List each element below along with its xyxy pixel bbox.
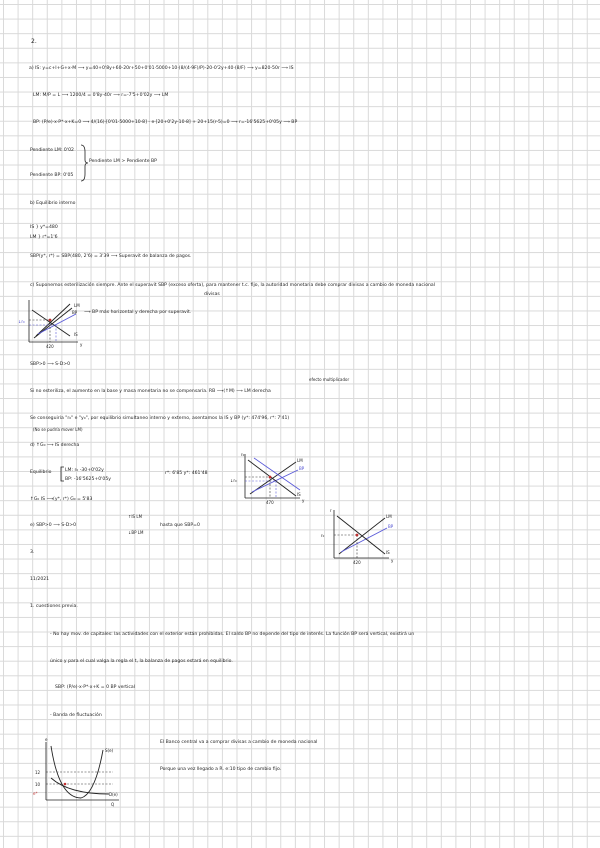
brace-icon [80, 144, 88, 182]
questions-title: 1. cuestiones previa. [30, 604, 78, 609]
eq-bp: BP: -16'5625+0'05y [65, 477, 111, 482]
central-bank-text: El Banco central va a comprar divisas a cambio de moneda nacional [160, 740, 318, 745]
svg-text:BP: BP [299, 466, 305, 471]
section-c-text-b: divisas [204, 292, 220, 297]
svg-text:BP: BP [72, 310, 78, 315]
svg-text:420: 420 [46, 344, 54, 349]
svg-text:e*: e* [33, 791, 38, 796]
svg-text:r₀: r₀ [321, 533, 325, 538]
question-1a: - No hay mov. de capitales: las actividades con el exterior están prohibidas. El saldo BP no depende del tipo de interés. La función BP será vertical, existirá un [50, 632, 415, 637]
bp-equation: BP: (P/e)·x·P*·x+K=0 ⟶ 4/(16)·[0'01·5000+10·8] - e·[20+0'2y-10·8] + 20+15(r-5)=0 ⟶ r=-16'5625+0'05y ⟶ BP [33, 120, 298, 125]
question-1b: único y para el cual valga la regla el t, la balanza de pagos estará en equilibrio. [50, 659, 233, 664]
bp-shifted-curve [38, 314, 76, 334]
question-2: - Banda de fluctuación [50, 713, 102, 718]
g0-line: ↑G₀ IS ⟶(y*, r*) G₀ = 5'83 [30, 497, 93, 502]
sbp-positive: SBP>0 ⟶ S-D>0 [30, 362, 70, 367]
eq-values: r*: 6'85 y*: 461'48 [165, 471, 208, 476]
svg-text:y: y [80, 342, 83, 347]
svg-text:↓r₀: ↓r₀ [18, 319, 25, 324]
svg-text:Q: Q [111, 802, 115, 807]
svg-text:y: y [391, 558, 394, 563]
fixed-rate-text: Porque una vez llegado a R. e:10 tipo de cambio fijo. [160, 767, 282, 772]
svg-text:S(e): S(e) [105, 748, 114, 753]
section-c-text: c) Suponemos esterilización siempre. Ante el superavit SBP (exceso oferta), para mantener t.c. fijo, la autoridad monetaria debe comprar divisas a cambio de moneda nacional [30, 283, 436, 288]
svg-text:↓r₀: ↓r₀ [230, 478, 237, 483]
is-equation: a) IS: y=c+I+G+x-M ⟶ y=40+0'8y+60-20r+50+0'01·5000+10·(8/(4·9F)/P)-20-0'2y+40·(8/F) ⟶ y=820-50r ⟶ IS [29, 66, 294, 71]
graph-2 [226, 448, 310, 514]
section-e-until: hasta que SBP=0 [160, 523, 200, 528]
sbp-value: SBP(y*, r*) = SBP(480, 2'6) = 3'39 ⟶ Superavit de balanza de pagos. [30, 254, 192, 259]
svg-text:420: 420 [353, 560, 361, 565]
lm-note: (No se pudría mover LM) [33, 427, 83, 432]
date-label: 11/2021 [30, 577, 50, 582]
lm-rstar: LM } r*=1'6 [30, 235, 58, 240]
svg-text:LM: LM [297, 458, 303, 463]
graph-4 [29, 738, 125, 808]
lm-equation: LM: M/P = L ⟶ 1200/4 = 0'8y-40r ⟶ r=-7'5+0'02y ⟶ LM [33, 93, 169, 98]
graph-1 [10, 296, 90, 358]
svg-text:470: 470 [266, 500, 274, 505]
svg-text:IS: IS [297, 492, 301, 497]
svg-text:e: e [45, 737, 48, 742]
exercise-number: 2. [31, 38, 37, 45]
section-e-down: ↓BP LM [128, 530, 144, 535]
slope-bp: Pendiente BP: 0'05 [30, 173, 74, 178]
eq-lm: LM: r₀ -30+0'02y [65, 468, 104, 473]
is-ystar: IS } y*=480 [30, 225, 58, 230]
exercise-3: 3. [30, 550, 35, 555]
section-b-title: b) Equilibrio interno [30, 201, 76, 206]
svg-text:BP: BP [388, 524, 394, 529]
section-e-title: e) SBP>0 ⟶ S-D>0 [30, 523, 77, 528]
svg-text:LM: LM [386, 514, 392, 519]
svg-text:D(e): D(e) [109, 792, 118, 797]
graph-3 [315, 504, 399, 570]
svg-text:r₀: r₀ [241, 452, 245, 457]
equilibrium-text: Se conseguiría "r₀" e "y₀", por equilibrio simultaneo interno y externo, asentamos la IS y BP (y*: 474'96, r*: 7'41) [30, 416, 290, 421]
multiplier-note: efecto multiplicador [309, 377, 350, 382]
svg-text:r: r [330, 508, 332, 513]
equilibrium-label: Equilibrio [30, 470, 52, 475]
slope-compare: Pendiente LM > Pendiente BP [89, 159, 157, 164]
svg-text:IS: IS [74, 332, 78, 337]
slope-lm: Pendiente LM: 0'02 [30, 148, 74, 153]
section-e-up: ↑IS LM [128, 514, 143, 519]
svg-text:LM: LM [74, 303, 80, 308]
svg-text:IS: IS [386, 550, 390, 555]
section-d-title: d) ↑G₀ ⟶ IS derecha [30, 443, 80, 448]
graph-1-note: ⟶ BP más horizontal y derecha por superavit. [84, 310, 192, 315]
svg-text:12: 12 [35, 770, 41, 775]
sbp-vertical: SBP: (P/e)·x·P*·x+K = 0 BP vertical [55, 685, 135, 690]
sterilize-text: Si no esteriliza, el aumento en la base y masa monetaria no se compensaría. RB ⟶(↑M) ⟶ LM derecha [30, 389, 271, 394]
svg-text:y: y [302, 498, 305, 503]
svg-text:10: 10 [35, 782, 41, 787]
